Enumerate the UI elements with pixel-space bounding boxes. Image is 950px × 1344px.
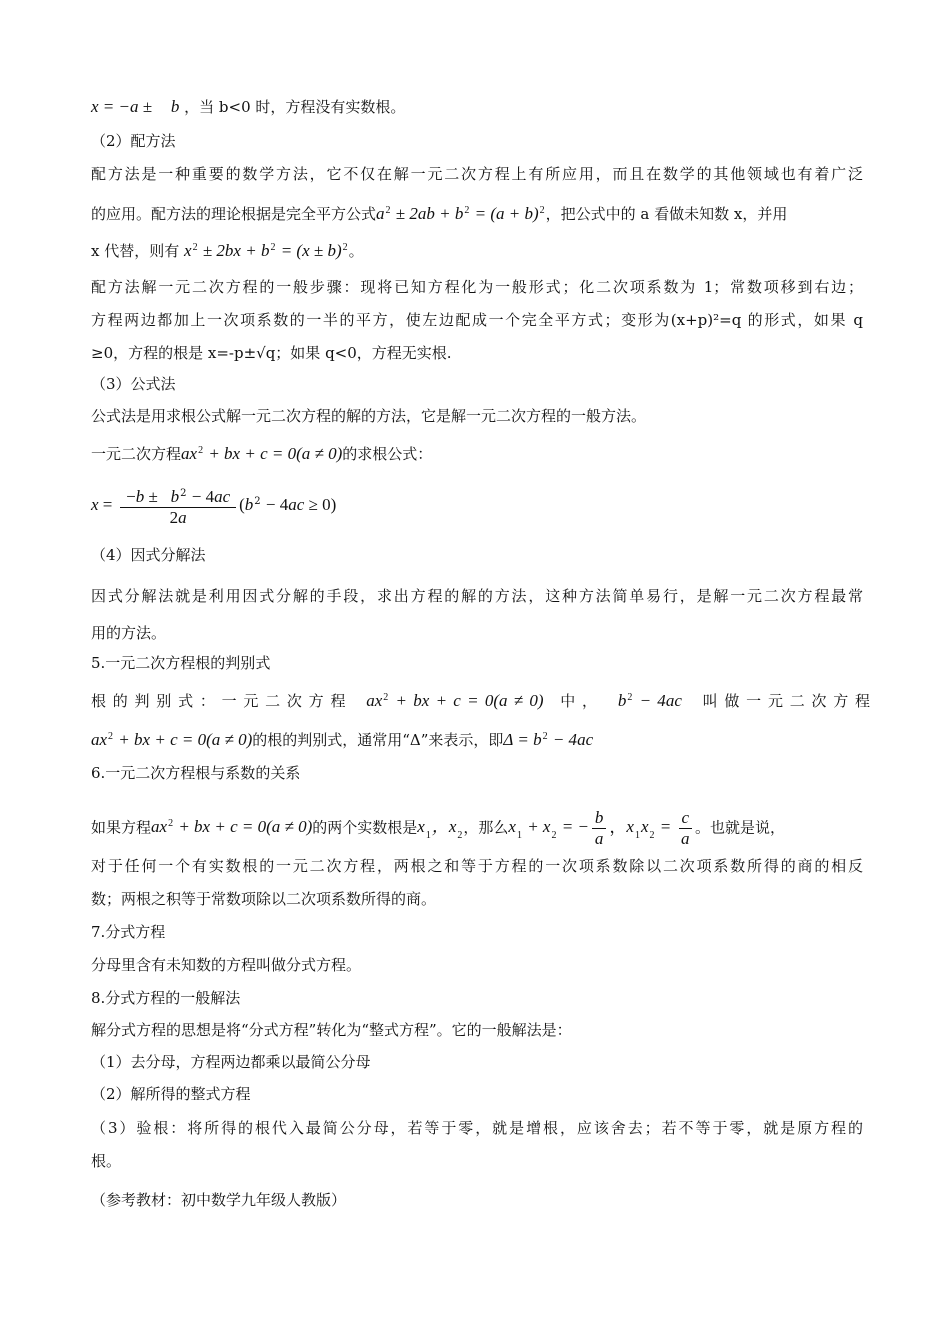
- heading-gongshi: （3）公式法: [91, 375, 176, 393]
- para-8-4: 根。: [91, 1152, 122, 1170]
- root-formula-text: ，当 b<0 时，方程没有实数根。: [184, 98, 406, 116]
- root-formula-b: b: [170, 97, 180, 116]
- heading-7: 7.分式方程: [91, 923, 166, 941]
- para-6-1-text-d: 。也就是说，: [695, 818, 786, 837]
- para-6-1: 如果方程$ax^2$ + bx + c = 0(a ≠ 0)的两个实数根是$x_1$，$x_2$，那么$x_1 + x_2$ = − $\frac{b}{a}$ ，$x_1x_2$ = $\frac{c}{a}$ 。也就是说，: [91, 808, 786, 848]
- discriminant-expr: $b^2 - 4ac$: [617, 691, 682, 710]
- para-6-2: 对于任何一个有实数根的一元二次方程，两根之和等于方程的一次项系数除以二次项系数所得的商的相反: [91, 857, 863, 875]
- para-gongshi-2: [91, 440, 863, 465]
- delta-formula: $\Delta = b^2 - 4ac$: [503, 730, 594, 749]
- para-yinshi-2: 用的方法。: [91, 624, 167, 642]
- para-peifang-3-text-a: x 代替，则有: [91, 242, 180, 260]
- para-8-0: 解分式方程的思想是将“分式方程”转化为“整式方程”。它的一般解法是：: [91, 1021, 572, 1039]
- heading-6: 6.一元二次方程根与系数的关系: [91, 764, 301, 782]
- para-6-1-text-c: ，那么: [463, 818, 509, 837]
- root-formula-line: [91, 96, 863, 118]
- para-8-1: （1）去分母，方程两边都乘以最简公分母: [91, 1053, 371, 1071]
- quadratic-eq-5-2: $ax^2$ + bx + c = 0(a ≠ 0): [91, 730, 253, 749]
- vieta-product: $x_1x_2$ = $\frac{c}{a}$: [626, 817, 695, 836]
- para-gongshi-2-text-b: 的求根公式：: [342, 445, 433, 463]
- para-peifang-3: [91, 237, 863, 262]
- para-gongshi-1: 公式法是用求根公式解一元二次方程的解的方法，它是解一元二次方程的一般方法。: [91, 407, 647, 425]
- para-5-1-text-a: 根 的 判 别 式 ： 一 元 二 次 方 程: [91, 692, 346, 710]
- perfect-square-formula: $a^2 \pm 2ab + b^2 = (a + b)^2$: [376, 204, 545, 223]
- para-gongshi-2-text-a: 一元二次方程: [91, 445, 182, 463]
- para-5-1-text-b: 中 ，: [560, 692, 598, 710]
- para-steps-1: 配方法解一元二次方程的一般步骤：现将已知方程化为一般形式；化二次项系数为 1；常数项移到右边；: [91, 278, 863, 296]
- para-6-1-text-a: 如果方程: [91, 818, 152, 837]
- para-steps-3: ≥0，方程的根是 x=-p±√q；如果 q<0，方程无实根.: [91, 344, 452, 362]
- general-quadratic-eq: $ax^2$ + bx + c = 0(a ≠ 0): [181, 444, 343, 463]
- para-8-3: （3）验根：将所得的根代入最简公分母，若等于零，就是增根，应该舍去；若不等于零，就是原方程的: [91, 1119, 863, 1137]
- para-6-1-text-b: 的两个实数根是: [312, 818, 418, 837]
- heading-yinshi: （4）因式分解法: [91, 546, 206, 564]
- quadratic-formula: x = $\frac{-b \pm b^2 - 4ac}{2a}$ $(b^2 - 4ac \ge 0)$: [91, 484, 336, 528]
- para-peifang-2: [91, 200, 863, 225]
- vieta-sum: $x_1 + x_2$ = − $\frac{b}{a}$: [508, 817, 609, 836]
- root-formula-math: x = −a ±: [91, 97, 153, 116]
- square-formula-x: $x^2 \pm 2bx + b^2 = (x \pm b)^2$: [184, 241, 348, 260]
- quadratic-eq-6-1: $ax^2$ + bx + c = 0(a ≠ 0): [151, 817, 313, 837]
- para-peifang-2-text-a: 的应用。配方法的理论根据是完全平方公式: [91, 205, 377, 223]
- para-5-2-text: 的根的判别式，通常用“Δ”来表示，即: [252, 731, 504, 749]
- heading-5: 5.一元二次方程根的判别式: [91, 654, 271, 672]
- para-peifang-1: 配方法是一种重要的数学方法，它不仅在解一元二次方程上有所应用，而且在数学的其他领域也有着广泛: [91, 165, 863, 183]
- para-8-2: （2）解所得的整式方程: [91, 1085, 251, 1103]
- para-5-1-text-c: 叫 做 一 元 二 次 方 程: [702, 692, 871, 710]
- heading-peifang: （2）配方法: [91, 132, 176, 150]
- heading-8: 8.分式方程的一般解法: [91, 989, 241, 1007]
- para-steps-2: 方程两边都加上一次项系数的一半的平方，使左边配成一个完全平方式；变形为(x+p)²=q 的形式，如果 q: [91, 311, 863, 329]
- reference-note: （参考教材：初中数学九年级人教版）: [91, 1191, 347, 1209]
- para-peifang-3-text-b: 。: [348, 242, 364, 260]
- para-5-1: [91, 687, 871, 712]
- para-yinshi-1: 因式分解法就是利用因式分解的手段，求出方程的解的方法，这种方法简单易行，是解一元二次方程最常: [91, 587, 863, 605]
- quadratic-formula-fraction: $\frac{-b \pm b^2 - 4ac}{2a}$: [120, 484, 236, 528]
- roots-x1-x2: $x_1$，$x_2$: [417, 817, 463, 842]
- para-7: 分母里含有未知数的方程叫做分式方程。: [91, 956, 362, 974]
- para-5-2: [91, 726, 863, 751]
- para-peifang-2-text-b: ，把公式中的 a 看做未知数 x，并用: [545, 205, 788, 223]
- para-6-3: 数；两根之积等于常数项除以二次项系数所得的商。: [91, 890, 437, 908]
- quadratic-eq-5-1: $ax^2$ + bx + c = 0(a ≠ 0): [366, 691, 544, 710]
